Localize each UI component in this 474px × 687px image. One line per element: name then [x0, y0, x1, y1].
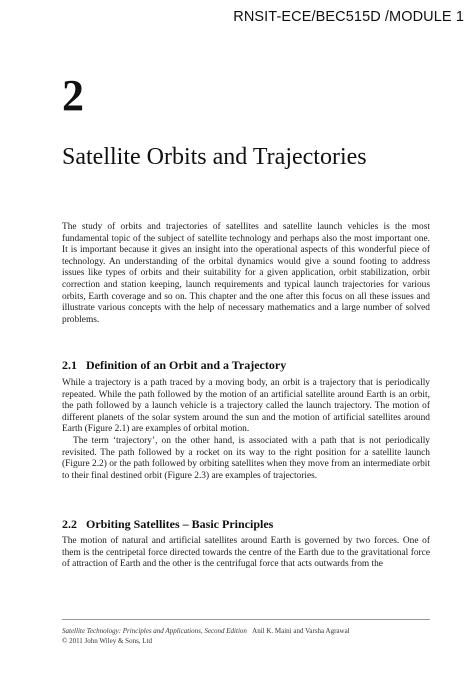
page-footer — [62, 619, 430, 646]
book-citation: Satellite Technology: Principles and Applications, Second Edition — [62, 627, 247, 635]
copyright-line: © 2011 John Wiley & Sons, Ltd — [62, 637, 153, 645]
footer-citation-line — [62, 626, 430, 636]
section-number: 2.1 — [62, 358, 77, 372]
section-heading-2-2 — [62, 517, 273, 532]
section-title: Definition of an Orbit and a Trajectory — [86, 358, 287, 372]
chapter-intro-paragraph: The study of orbits and trajectories of satellites and satellite launch vehicles is the most fundamental topic of the subject of satellite technology and perhaps also the most important one. It is important because it gives an insight into the operational aspects of this wonderful piece of technology. An understanding of the orbital dynamics would give a sound footing to address issues like types of orbits and their suitability for a given application, orbit stabilization, orbit correction and station keeping, launch requirements and typical launch trajectories for various orbits, Earth coverage and so on. This chapter and the one after this focus on all these issues and illustrate various concepts with the help of necessary mathematics and a large number of solved problems. — [62, 222, 430, 325]
chapter-number: 2 — [62, 71, 84, 120]
paragraph: The term ‘trajectory’, on the other hand, is associated with a path that is not periodically revisited. The path followed by a rocket on its way to the right position for a satellite launch (Figure 2.2) or the path followed by orbiting satellites when they move from an intermediate orbit to their final destined orbit (Figure 2.3) are examples of trajectories. — [62, 435, 430, 481]
page-header: RNSIT-ECE/BEC515D /MODULE 1 — [233, 9, 464, 25]
section-title: Orbiting Satellites – Basic Principles — [86, 517, 274, 531]
chapter-title: Satellite Orbits and Trajectories — [62, 144, 367, 170]
paragraph: The motion of natural and artificial satellites around Earth is governed by two forces. One of them is the centripetal force directed towards the centre of the Earth due to the gravitational force of attraction of Earth and the other is the centrifugal force that acts outwards from the — [62, 536, 430, 570]
paragraph: While a trajectory is a path traced by a moving body, an orbit is a trajectory that is periodically repeated. While the path followed by the motion of an artificial satellite around Earth is an orbit, the path followed by a launch vehicle is a trajectory called the launch trajectory. The motion of different planets of the solar system around the sun and the motion of artificial satellites around Earth (Figure 2.1) are examples of orbital motion. — [62, 378, 430, 435]
footer-rule — [62, 619, 430, 620]
section-heading-2-1 — [62, 358, 286, 373]
section-number: 2.2 — [62, 517, 77, 531]
section-2-2-body — [62, 536, 430, 571]
section-2-1-body — [62, 378, 430, 482]
book-authors: Anil K. Maini and Varsha Agrawal — [252, 627, 350, 635]
